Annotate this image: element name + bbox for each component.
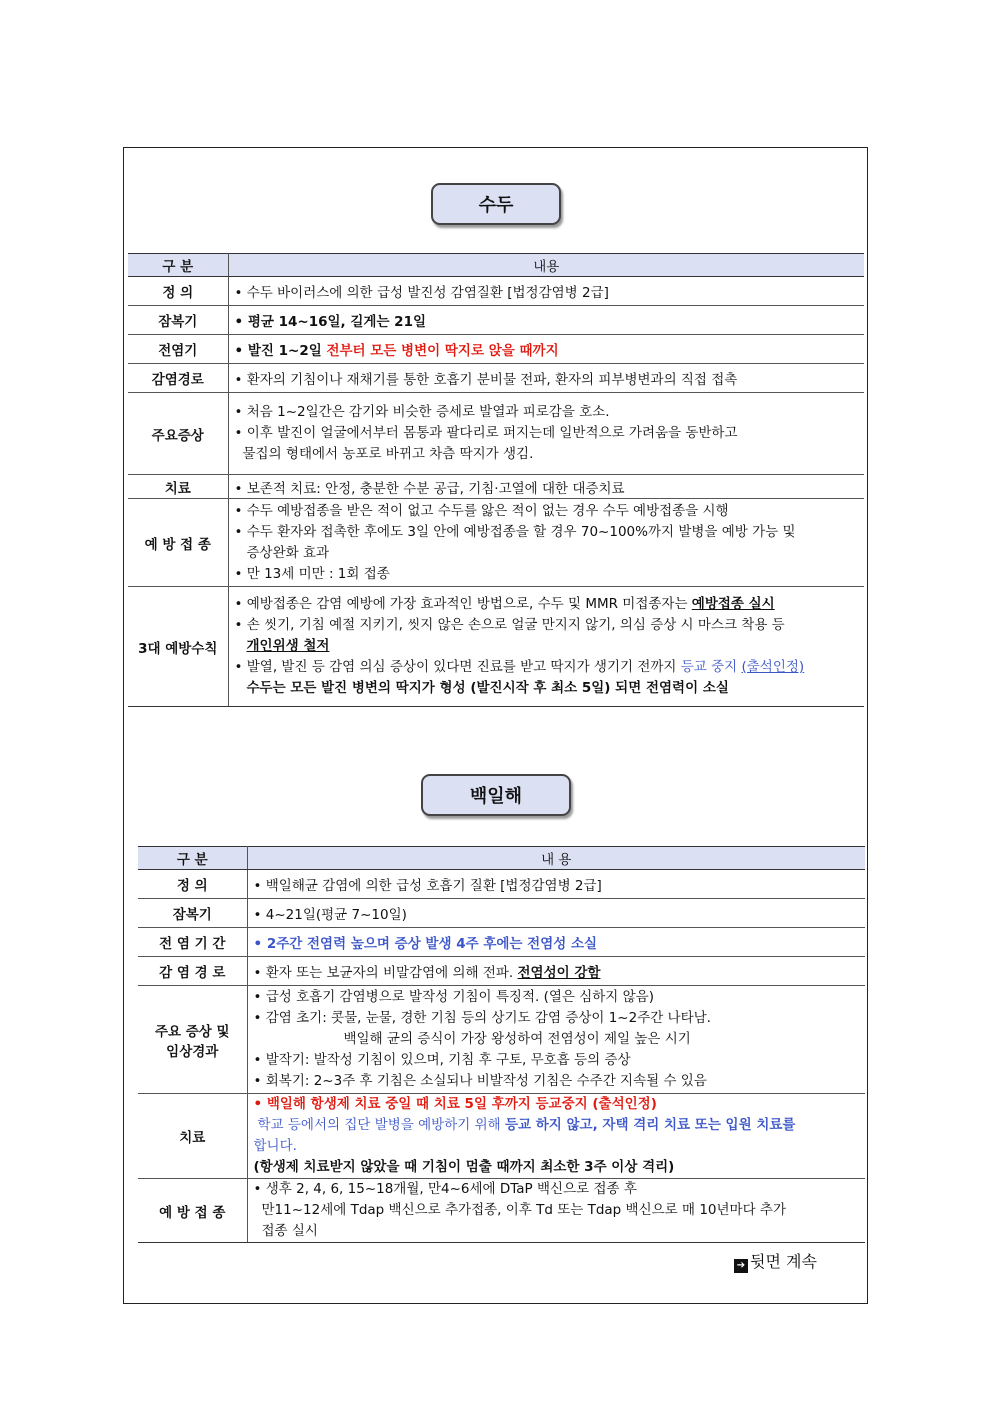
row-symptoms	[247, 986, 865, 1094]
row-symptoms	[228, 393, 864, 475]
treat-line: (항생제 치료받지 않았을 때 기침이 멈출 때까지 최소한 3주 이상 격리)	[253, 1159, 675, 1175]
row-label: 예 방 접 종	[128, 499, 228, 587]
row-label: 감 염 경 로	[138, 957, 247, 986]
row-label: 전 염 기 간	[138, 928, 247, 957]
treat-line: • 백일해 항생제 치료 중일 때 치료 5일 후까지 등교중지 (출석인정)	[253, 1096, 657, 1112]
contagious-highlight: 전부터 모든 병변이 딱지로 앉을 때까지	[326, 343, 559, 359]
row-vaccination	[247, 1179, 865, 1243]
prev-line	[235, 594, 859, 615]
table-row	[138, 928, 865, 957]
row-label: 예 방 접 종	[138, 1179, 247, 1243]
header-content: 내용	[228, 254, 864, 277]
row-label: 정 의	[128, 277, 228, 306]
row-label: 잠복기	[138, 899, 247, 928]
pertussis-table	[138, 846, 865, 1243]
section-title-pertussis: 백일해	[421, 774, 571, 816]
row-infection-route: • 환자의 기침이나 재채기를 통한 호흡기 분비물 전파, 환자의 피부병변과의 직접 접촉	[228, 364, 864, 393]
treat-line: 합니다.	[253, 1138, 297, 1154]
prev-line	[235, 657, 859, 678]
row-incubation: • 4~21일(평균 7~10일)	[247, 899, 865, 928]
symptom-line: • 급성 호흡기 감염병으로 발작성 기침이 특징적. (열은 심하지 않음)	[253, 989, 654, 1005]
label-line: 임상경과	[166, 1043, 219, 1060]
row-label: 잠복기	[128, 306, 228, 335]
row-definition: • 수두 바이러스에 의한 급성 발진성 감염질환 [법정감염병 2급]	[228, 277, 864, 306]
table-row	[138, 1179, 865, 1243]
treat-line	[254, 1115, 860, 1136]
continue-text: 뒷면 계속	[750, 1252, 817, 1271]
section-title-chickenpox: 수두	[431, 183, 561, 225]
symptom-line: 백일해 균의 증식이 가장 왕성하여 전염성이 제일 높은 시기	[343, 1031, 691, 1047]
header-category: 구 분	[138, 847, 247, 870]
row-prevention-rules	[228, 587, 864, 707]
arrow-right-icon: ➔	[734, 1259, 748, 1273]
route-text: • 환자 또는 보균자의 비말감염에 의해 전파.	[253, 965, 518, 981]
symptom-line: • 회복기: 2~3주 후 기침은 소실되나 비발작성 기침은 수주간 지속될 수 있음	[253, 1073, 707, 1089]
table-row	[128, 499, 864, 587]
prev-emphasis: 등교 중지	[680, 659, 738, 675]
row-label: 정 의	[138, 870, 247, 899]
row-label: 3대 예방수칙	[128, 587, 228, 707]
route-emphasis: 전염성이 강함	[517, 965, 601, 981]
prev-line: 수두는 모든 발진 병변의 딱지가 형성 (발진시작 후 최소 5일) 되면 전염력이 소실	[246, 680, 729, 696]
treat-text: 학교 등에서의 집단 발병을 예방하기 위해	[257, 1117, 505, 1133]
prev-text: • 예방접종은 감염 예방에 가장 효과적인 방법으로, 수두 및 MMR 미접종자는	[234, 596, 692, 612]
row-contagious-period	[228, 335, 864, 364]
table-row	[128, 475, 864, 499]
symptom-line: • 처음 1~2일간은 감기와 비슷한 증세로 발열과 피로감을 호소.	[234, 404, 610, 420]
table-row	[128, 393, 864, 475]
table-row	[138, 1094, 865, 1179]
symptom-line: • 발작기: 발작성 기침이 있으며, 기침 후 구토, 무호흡 등의 증상	[253, 1052, 631, 1068]
chickenpox-table	[128, 253, 864, 707]
row-definition: • 백일해균 감염에 의한 급성 호흡기 질환 [법정감염병 2급]	[247, 870, 865, 899]
row-vaccination	[228, 499, 864, 587]
header-content: 내 용	[247, 847, 865, 870]
symptom-line: • 이후 발진이 얼굴에서부터 몸통과 팔다리로 퍼지는데 일반적으로 가려움을 동반하고	[234, 425, 738, 441]
symptom-line: • 감염 초기: 콧물, 눈물, 경한 기침 등의 상기도 감염 증상이 1~2주간 나타남.	[253, 1010, 711, 1026]
treat-emphasis: 등교 하지 않고, 자택 격리 치료 또는 입원 치료를	[504, 1117, 796, 1133]
table-row	[138, 899, 865, 928]
row-treatment: • 보존적 치료: 안정, 충분한 수분 공급, 기침·고열에 대한 대증치료	[228, 475, 864, 499]
prev-line: 개인위생 철저	[246, 638, 330, 654]
prev-line: • 손 씻기, 기침 예절 지키기, 씻지 않은 손으로 얼굴 만지지 않기, 의심 증상 시 마스크 착용 등	[234, 617, 785, 633]
table-row	[138, 986, 865, 1094]
table-row	[128, 587, 864, 707]
table-row	[128, 306, 864, 335]
prev-emphasis: (출석인정)	[741, 659, 805, 675]
row-label: 치료	[128, 475, 228, 499]
vacc-line: • 생후 2, 4, 6, 15~18개월, 만4~6세에 DTaP 백신으로 접종 후	[253, 1181, 637, 1197]
continue-note	[734, 1249, 817, 1273]
table-row	[128, 335, 864, 364]
row-label	[138, 986, 247, 1094]
table-row	[128, 277, 864, 306]
table-header	[128, 254, 864, 277]
row-label: 전염기	[128, 335, 228, 364]
prev-emphasis: 예방접종 실시	[691, 596, 775, 612]
vacc-line: 만11~12세에 Tdap 백신으로 추가접종, 이후 Td 또는 Tdap 백신으로 매 10년마다 추가	[261, 1202, 786, 1218]
table-row	[138, 957, 865, 986]
row-infection-route	[247, 957, 865, 986]
row-label: 주요증상	[128, 393, 228, 475]
prev-text: • 발열, 발진 등 감염 의심 증상이 있다면 진료를 받고 딱지가 생기기 전까지	[234, 659, 681, 675]
row-incubation: • 평균 14~16일, 길게는 21일	[228, 306, 864, 335]
table-header	[138, 847, 865, 870]
row-treatment	[247, 1094, 865, 1179]
contagious-text: • 발진 1~2일	[234, 343, 327, 359]
vacc-line: 접종 실시	[261, 1223, 318, 1239]
row-label: 치료	[138, 1094, 247, 1179]
vacc-line: • 수두 환자와 접촉한 후에도 3일 안에 예방접종을 할 경우 70~100%까지 발병을 예방 가능 및	[234, 523, 796, 540]
row-label: 감염경로	[128, 364, 228, 393]
row-contagious-period: • 2주간 전염력 높으며 증상 발생 4주 후에는 전염성 소실	[247, 928, 865, 957]
table-row	[138, 870, 865, 899]
label-line: 주요 증상 및	[154, 1023, 230, 1040]
vacc-line: • 수두 예방접종을 받은 적이 없고 수두를 앓은 적이 없는 경우 수두 예방접종을 시행	[234, 502, 729, 519]
vacc-line: 증상완화 효과	[246, 544, 330, 561]
symptom-line: 물집의 형태에서 농포로 바뀌고 차츰 딱지가 생김.	[242, 446, 534, 462]
table-row	[128, 364, 864, 393]
header-category: 구 분	[128, 254, 228, 277]
vacc-line: • 만 13세 미만 : 1회 접종	[234, 565, 390, 582]
